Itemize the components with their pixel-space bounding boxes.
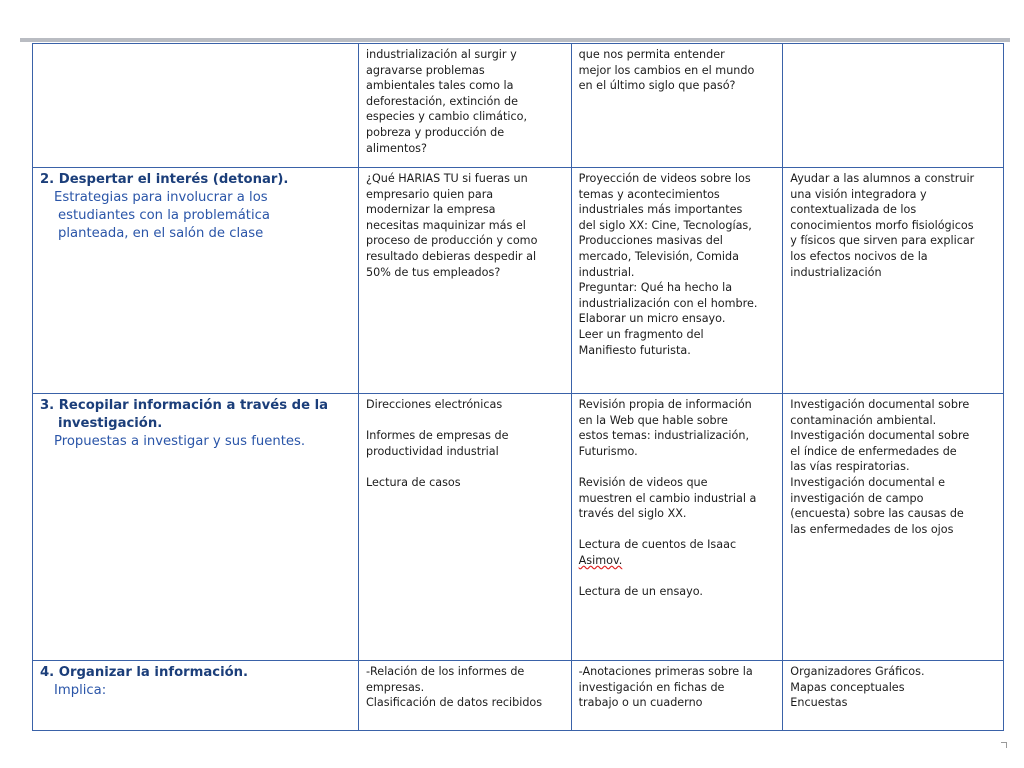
cell-line: -Relación de los informes de	[366, 665, 525, 678]
cell-line: industrial.	[578, 265, 635, 279]
cell-line: Lectura de casos	[366, 475, 461, 489]
cell-line: Revisión de videos que	[578, 475, 708, 489]
cell-line: Leer un fragmento del	[578, 327, 704, 341]
activities-cell	[359, 44, 572, 168]
cell-line: las enfermedades de los ojos	[790, 522, 954, 536]
cell-line: Encuestas	[790, 696, 848, 710]
cell-line: el índice de enfermedades de	[790, 444, 957, 458]
stage-cell	[33, 394, 359, 661]
cell-line: estos temas: industrialización,	[578, 429, 750, 443]
cell-line: contaminación ambiental.	[790, 413, 937, 427]
cell-line: conocimientos morfo fisiológicos	[790, 218, 974, 232]
cell-line: industrialización	[790, 265, 882, 279]
cell-line: Direcciones electrónicas	[366, 398, 503, 411]
activities-cell	[359, 394, 572, 661]
objectives-cell	[783, 661, 1004, 731]
cell-line: Preguntar: Qué ha hecho la	[578, 281, 733, 295]
cell-line: una visión integradora y	[790, 187, 927, 201]
activities-cell	[359, 168, 572, 394]
stage-title-line: 3. Recopilar información a través de la	[40, 398, 329, 413]
table-body	[33, 44, 1004, 731]
cell-line: ¿Qué HARIAS TU si fueras un	[366, 172, 528, 185]
page-top-rule	[20, 38, 1010, 42]
objectives-cell	[783, 44, 1004, 168]
cell-line: pobreza y producción de	[366, 125, 505, 139]
cell-line: del siglo XX: Cine, Tecnologías,	[578, 218, 752, 232]
cell-gap	[579, 522, 777, 538]
cell-line: través del siglo XX.	[578, 507, 687, 521]
cell-gap	[366, 413, 565, 429]
cell-line: alimentos?	[366, 141, 427, 155]
cell-line: Ayudar a las alumnos a construir	[790, 172, 975, 185]
cell-line: resultado debieras despedir al	[366, 249, 537, 263]
cell-line: Asimov.	[578, 553, 623, 567]
cell-line: Informes de empresas de	[366, 429, 509, 443]
cell-line: y físicos que sirven para explicar	[790, 234, 975, 248]
stage-title: 4. Organizar la información.	[40, 665, 249, 680]
cell-line: deforestación, extinción de	[366, 94, 519, 108]
cell-line: empresas.	[366, 680, 425, 694]
cell-line: agravarse problemas	[366, 63, 485, 77]
cell-line: en la Web que hable sobre	[578, 413, 728, 427]
table-row	[33, 44, 1004, 168]
cell-line: Mapas conceptuales	[790, 680, 905, 694]
cell-line: Clasificación de datos recibidos	[366, 696, 543, 710]
cell-line: Investigación documental sobre	[790, 398, 970, 411]
cell-line: las vías respiratorias.	[790, 460, 910, 474]
cell-line: los efectos nocivos de la	[790, 249, 928, 263]
cell-line: industrialización al surgir y	[366, 48, 517, 61]
stage-cell	[33, 661, 359, 731]
cell-line: -Anotaciones primeras sobre la	[578, 665, 753, 678]
cell-line: contextualizada de los	[790, 203, 917, 217]
cell-line: empresario quien para	[366, 187, 494, 201]
cell-line: industriales más importantes	[578, 203, 743, 217]
cell-line: Investigación documental e	[790, 475, 946, 489]
cell-line: Elaborar un micro ensayo.	[578, 312, 726, 326]
cell-line: (encuesta) sobre las causas de	[790, 507, 964, 521]
resources-cell	[571, 394, 783, 661]
cell-line: muestren el cambio industrial a	[578, 491, 757, 505]
objectives-cell	[783, 394, 1004, 661]
resources-cell	[571, 661, 783, 731]
cell-line: 50% de tus empleados?	[366, 265, 501, 279]
stage-title: 2. Despertar el interés (detonar).	[40, 172, 289, 187]
page-corner-mark	[1001, 742, 1007, 748]
cell-line: Manifiesto futurista.	[578, 343, 691, 357]
cell-line: ambientales tales como la	[366, 79, 514, 93]
cell-gap	[579, 459, 777, 475]
cell-line: Proyección de videos sobre los	[578, 172, 751, 185]
cell-line: investigación en fichas de	[578, 680, 725, 694]
cell-line: Lectura de un ensayo.	[578, 585, 703, 599]
stage-description-line: planteada, en el salón de clase	[58, 226, 264, 241]
activities-cell	[359, 661, 572, 731]
stage-description-line: estudiantes con la problemática	[58, 208, 270, 223]
stage-cell	[33, 44, 359, 168]
cell-line: Producciones masivas del	[578, 234, 723, 248]
cell-line: Lectura de cuentos de Isaac	[578, 538, 737, 552]
cell-line: proceso de producción y como	[366, 234, 538, 248]
cell-gap	[366, 459, 565, 475]
stage-description-line: Implica:	[54, 683, 107, 698]
resources-cell	[571, 44, 783, 168]
table-row	[33, 661, 1004, 731]
stage-cell	[33, 168, 359, 394]
cell-line: especies y cambio climático,	[366, 110, 528, 124]
cell-line: Revisión propia de información	[578, 398, 752, 411]
resources-cell	[571, 168, 783, 394]
cell-line: temas y acontecimientos	[578, 187, 720, 201]
stage-description-line: Propuestas a investigar y sus fuentes.	[54, 434, 306, 449]
stage-title-continuation: investigación.	[58, 416, 163, 431]
cell-line: Organizadores Gráficos.	[790, 665, 925, 678]
table-row	[33, 168, 1004, 394]
cell-gap	[579, 569, 777, 585]
cell-line: investigación de campo	[790, 491, 924, 505]
cell-line: Investigación documental sobre	[790, 429, 970, 443]
strategy-table	[32, 43, 1004, 731]
cell-line: mercado, Televisión, Comida	[578, 249, 739, 263]
cell-line: industrialización con el hombre.	[578, 296, 758, 310]
stage-description-line: Estrategias para involucrar a los	[54, 190, 268, 205]
cell-line: productividad industrial	[366, 444, 499, 458]
objectives-cell	[783, 168, 1004, 394]
stage-title	[40, 397, 352, 433]
cell-line: trabajo o un cuaderno	[578, 696, 703, 710]
cell-line: que nos permita entender	[578, 48, 725, 61]
table-row	[33, 394, 1004, 661]
cell-line: mejor los cambios en el mundo	[578, 63, 755, 77]
cell-line: en el último siglo que pasó?	[578, 79, 736, 93]
cell-line: Futurismo.	[578, 444, 638, 458]
cell-line: necesitas maquinizar más el	[366, 218, 526, 232]
cell-line: modernizar la empresa	[366, 203, 496, 217]
